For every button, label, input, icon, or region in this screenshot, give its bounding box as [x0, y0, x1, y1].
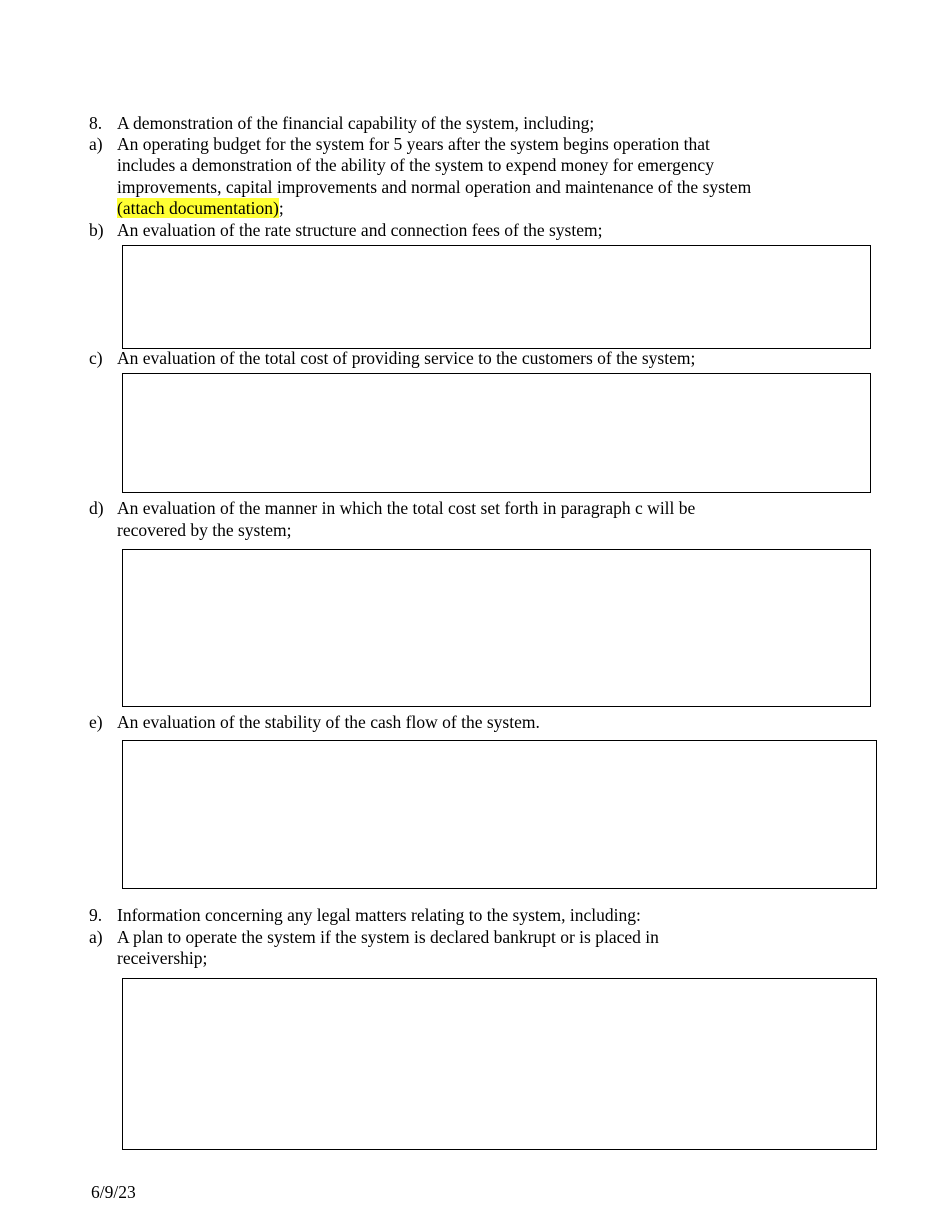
response-box-8e[interactable]	[122, 740, 877, 889]
item-8b-text: An evaluation of the rate structure and connection fees of the system;	[117, 220, 603, 240]
response-box-8d[interactable]	[122, 549, 871, 707]
footer-date: 6/9/23	[91, 1182, 136, 1202]
item-9a-text-1: A plan to operate the system if the system is declared bankrupt or is placed in	[117, 927, 659, 947]
item-9a-marker: a)	[89, 927, 103, 947]
section-9-heading-text: Information concerning any legal matters relating to the system, including:	[117, 905, 641, 925]
item-8a-text-3: improvements, capital improvements and normal operation and maintenance of the system	[117, 177, 752, 197]
item-8a-terminator: ;	[278, 198, 284, 218]
item-8a-marker: a)	[89, 134, 103, 154]
item-8e-marker: e)	[89, 712, 103, 732]
item-8d-marker: d)	[89, 498, 104, 518]
response-box-9a[interactable]	[122, 978, 877, 1150]
item-8d-text-1: An evaluation of the manner in which the total cost set forth in paragraph c will be	[117, 498, 696, 518]
item-8c-marker: c)	[89, 348, 103, 368]
section-8-number: 8.	[89, 113, 103, 133]
section-8-heading-text: A demonstration of the financial capability of the system, including;	[117, 113, 595, 133]
response-box-8c[interactable]	[122, 373, 871, 493]
section-9-number: 9.	[89, 905, 103, 925]
item-8e-text: An evaluation of the stability of the cash flow of the system.	[117, 712, 540, 732]
item-8d-text-2: recovered by the system;	[117, 520, 292, 540]
item-8a-text-1: An operating budget for the system for 5 years after the system begins operation that	[117, 134, 710, 154]
item-8a-text-2: includes a demonstration of the ability of the system to expend money for emergency	[117, 155, 714, 175]
attach-documentation-highlight: (attach documentation)	[117, 198, 279, 218]
item-9a-text-2: receivership;	[117, 948, 208, 968]
response-box-8b[interactable]	[122, 245, 871, 349]
item-8c-text: An evaluation of the total cost of providing service to the customers of the system;	[117, 348, 696, 368]
item-8b-marker: b)	[89, 220, 104, 240]
